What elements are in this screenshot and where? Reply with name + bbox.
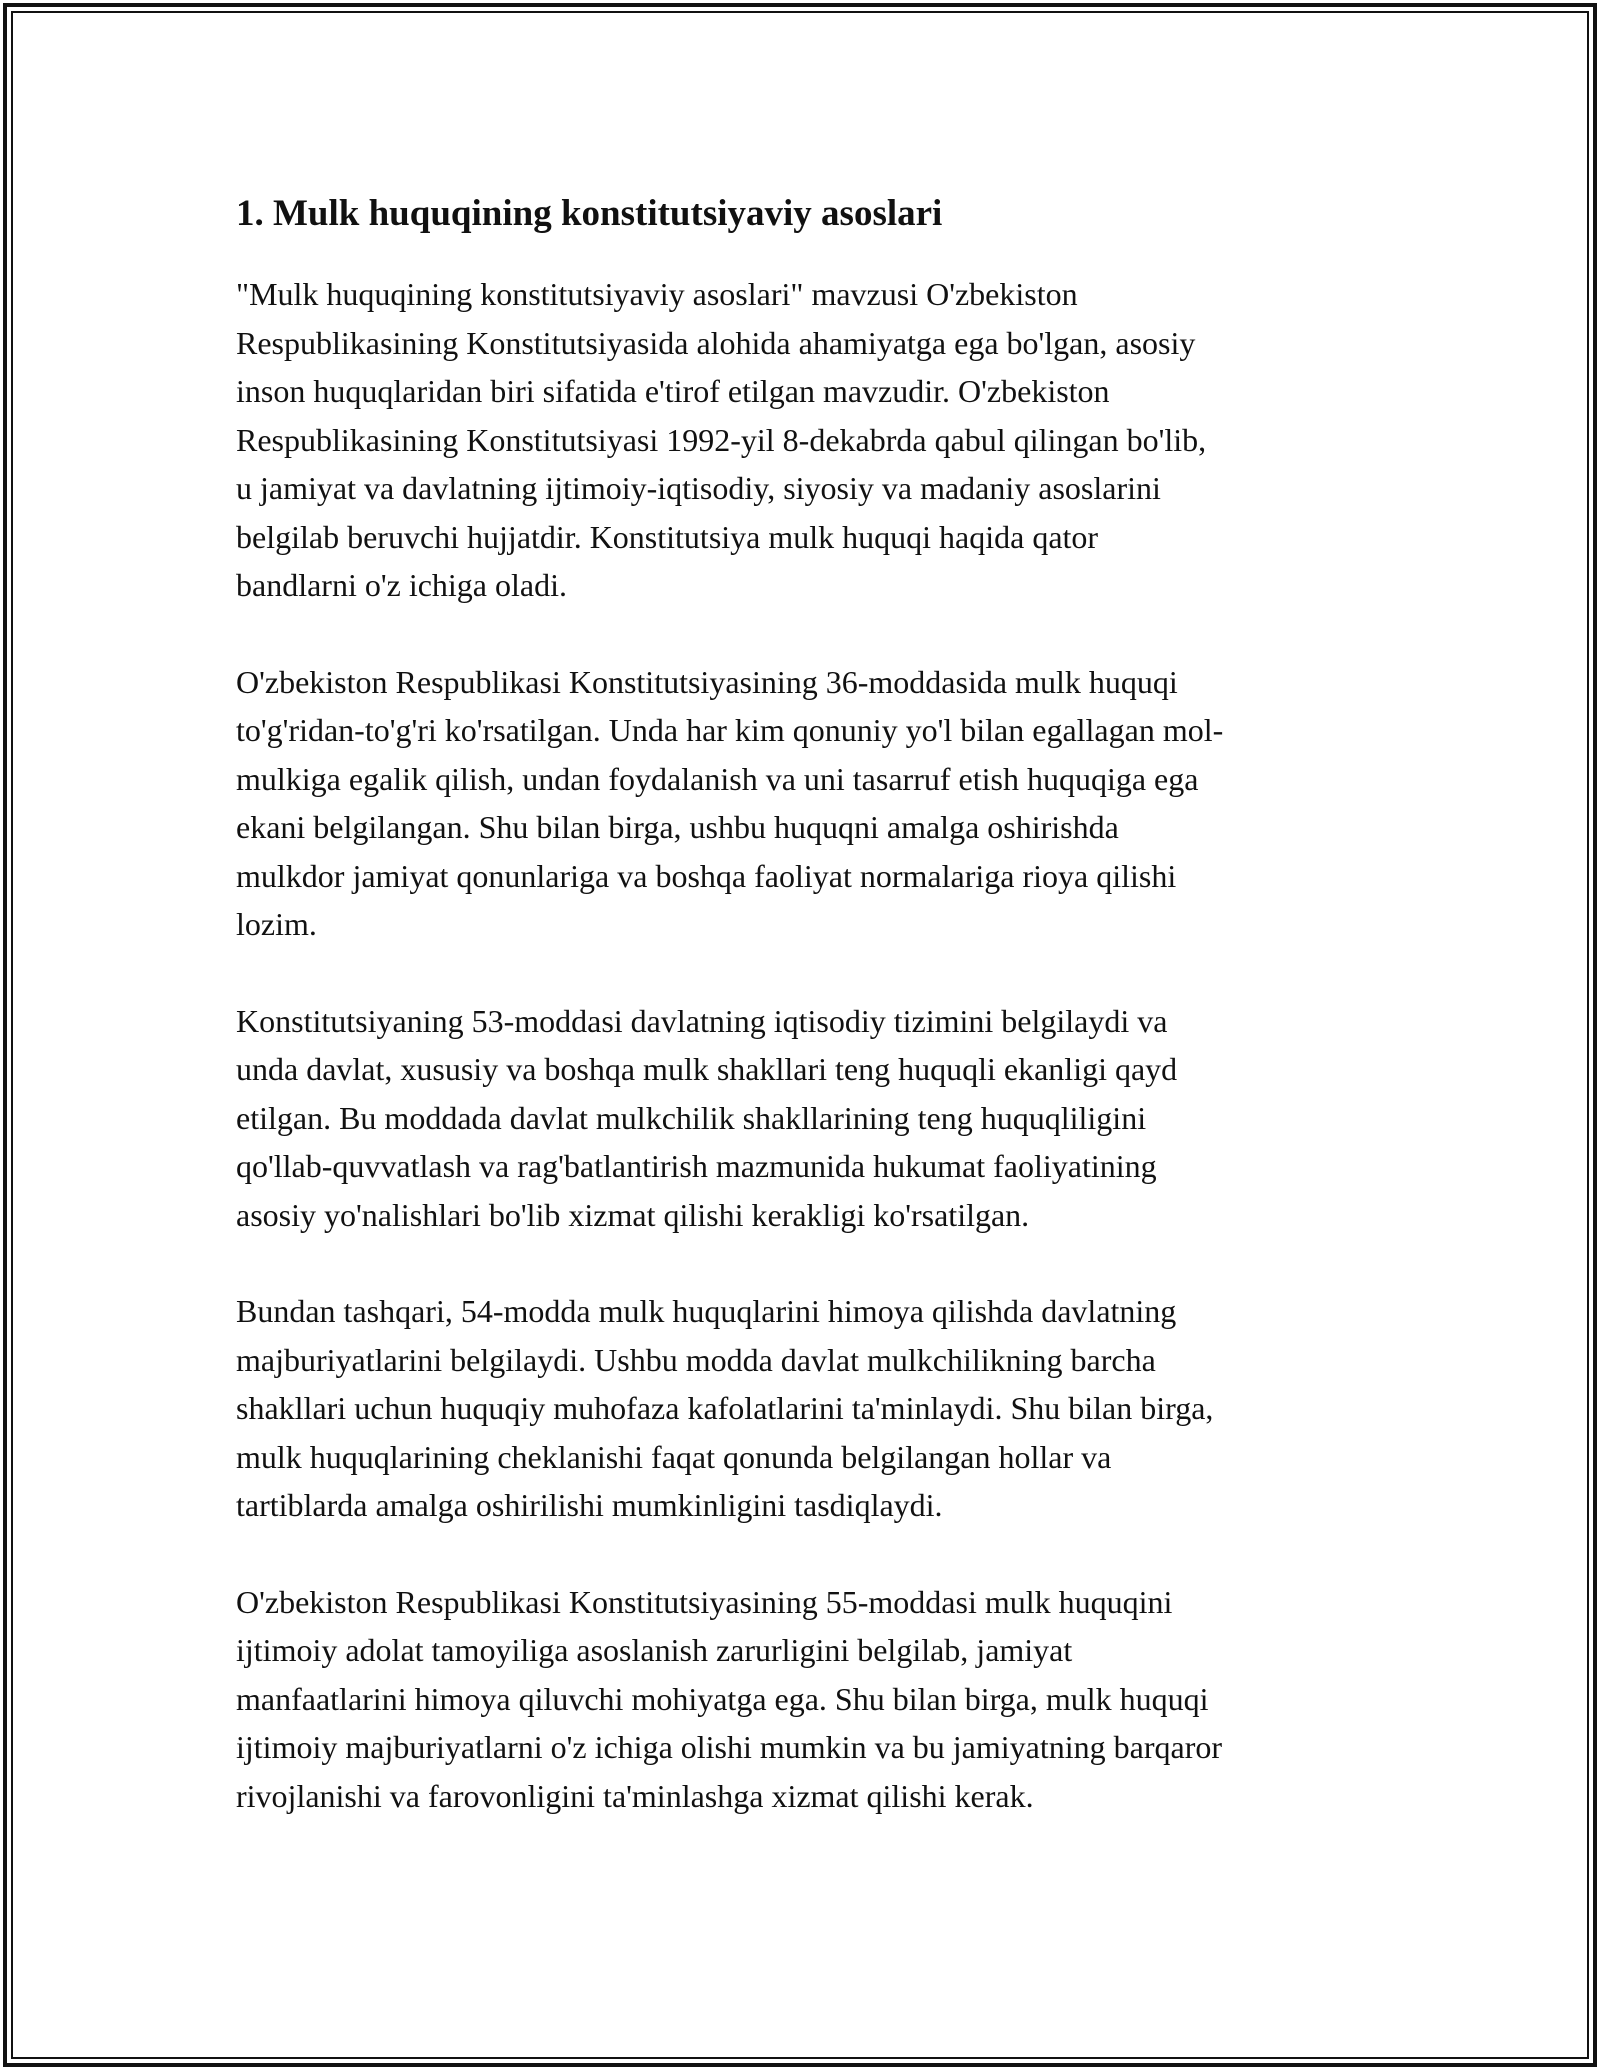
paragraph-article-55: O'zbekiston Respublikasi Konstitutsiyasining 55-moddasi mulk huquqini ijtimoiy adolat tamoyiliga asoslanish zarurligini belgilab, jamiyat manfaatlarini himoya qiluvchi mohiyatga ega. Shu bilan birga, mulk huquqi ijtimoiy majburiyatlarni o'z ichiga olishi mumkin va bu jamiyatning barqaror rivojlanishi va farovonligini ta'minlashga xizmat qilishi kerak. <box>236 1583 1222 1814</box>
paragraph-intro: "Mulk huquqining konstitutsiyaviy asoslari" mavzusi O'zbekiston Respublikasining Konstitutsiyasida alohida ahamiyatga ega bo'lgan, asosiy inson huquqlaridan biri sifatida e'tirof etilgan mavzudir. O'zbekiston Respublikasining Konstitutsiyasi 1992-yil 8-dekabrda qabul qilingan bo'lib, u jamiyat va davlatning ijtimoiy-iqtisodiy, siyosiy va madaniy asoslarini belgilab beruvchi hujjatdir. Konstitutsiya mulk huquqi haqida qator bandlarni o'z ichiga oladi. <box>236 276 1207 603</box>
document-body <box>236 188 1376 1868</box>
paragraph-article-36: O'zbekiston Respublikasi Konstitutsiyasining 36-moddasida mulk huquqi to'g'ridan-to'g'ri ko'rsatilgan. Unda har kim qonuniy yo'l bilan egallagan mol- mulkiga egalik qilish, undan foydalanish va uni tasarruf etish huquqiga ega ekani belgilangan. Shu bilan birga, ushbu huquqni amalga oshirishda mulkdor jamiyat qonunlariga va boshqa faoliyat normalariga rioya qilishi lozim. <box>236 663 1224 942</box>
paragraph-article-54: Bundan tashqari, 54-modda mulk huquqlarini himoya qilishda davlatning majburiyatlarini belgilaydi. Ushbu modda davlat mulkchilikning barcha shakllari uchun huquqiy muhofaza kafolatlarini ta'minlaydi. Shu bilan birga, mulk huquqlarining cheklanishi faqat qonunda belgilangan hollar va tartiblarda amalga oshirilishi mumkinligini tasdiqlaydi. <box>236 1293 1214 1523</box>
paragraph-article-53: Konstitutsiyaning 53-moddasi davlatning iqtisodiy tizimini belgilaydi va unda davlat, xususiy va boshqa mulk shakllari teng huquqli ekanligi qayd etilgan. Bu moddada davlat mulkchilik shakllarining teng huquqliligini qo'llab-quvvatlash va rag'batlantirish mazmunida hukumat faoliyatining asosiy yo'nalishlari bo'lib xizmat qilishi kerakligi ko'rsatilgan. <box>236 1002 1178 1233</box>
section-heading: 1. Mulk huquqining konstitutsiyaviy asoslari <box>236 193 943 234</box>
